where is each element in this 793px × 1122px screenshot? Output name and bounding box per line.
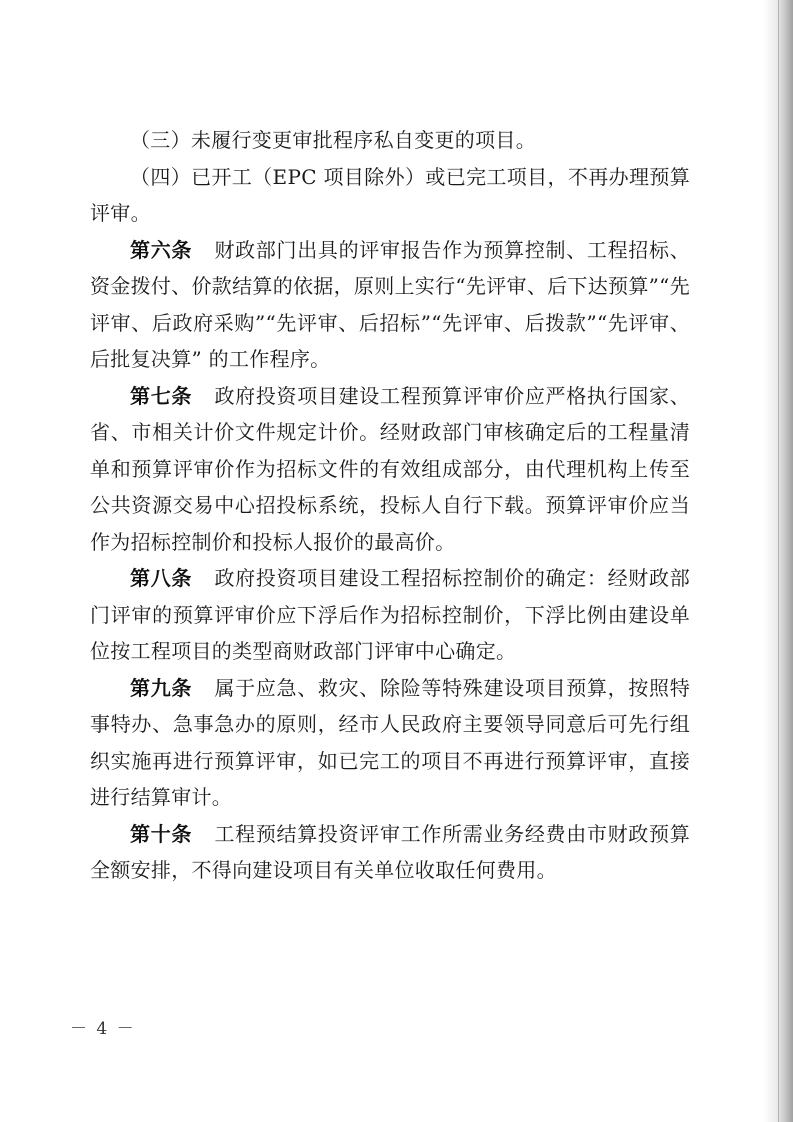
article-title: 第十条 [130, 821, 193, 846]
document-body [90, 122, 690, 889]
article-text: 财政部门出具的评审报告作为预算控制、工程招标、资金拨付、价款结算的依据，原则上实行“先评审、后下达预算”“先评审、后政府采购”“先评审、后招标”“先评审、后拨款”“先评审、后批复决算” 的工作程序。 [90, 237, 690, 371]
article-10 [90, 816, 690, 889]
scan-edge-line [778, 0, 779, 1122]
article-7 [90, 378, 690, 561]
article-text: 政府投资项目建设工程预算评审价应严格执行国家、省、市相关计价文件规定计价。经财政部门审核确定后的工程量清单和预算评审价作为招标文件的有效组成部分，由代理机构上传至公共资源交易中心招投标系统，投标人自行下载。预算评审价应当作为招标控制价和投标人报价的最高价。 [90, 383, 690, 554]
paragraph-item-4 [90, 159, 690, 232]
article-title: 第七条 [130, 383, 193, 408]
article-title: 第八条 [130, 566, 193, 590]
article-9 [90, 670, 690, 816]
article-title: 第六条 [130, 237, 193, 262]
page-number: － 4 － [70, 1019, 136, 1039]
paragraph-text: （四）已开工（EPC 项目除外）或已完工项目，不再办理预算评审。 [90, 164, 690, 225]
paragraph-text: （三）未履行变更审批程序私自变更的项目。 [130, 128, 536, 152]
article-title: 第九条 [130, 675, 193, 700]
article-text: 属于应急、救灾、除险等特殊建设项目预算，按照特事特办、急事急办的原则，经市人民政府主要领导同意后可先行组织实施再进行预算评审，如已完工的项目不再进行预算评审，直接进行结算审计。 [90, 675, 690, 809]
article-8 [90, 560, 690, 670]
paragraph-item-3 [90, 122, 690, 159]
article-text: 政府投资项目建设工程招标控制价的确定：经财政部门评审的预算评审价应下浮后作为招标控制价，下浮比例由建设单位按工程项目的类型商财政部门评审中心确定。 [90, 566, 690, 663]
article-text: 工程预结算投资评审工作所需业务经费由市财政预算全额安排，不得向建设项目有关单位收取任何费用。 [90, 821, 690, 882]
article-6 [90, 232, 690, 378]
